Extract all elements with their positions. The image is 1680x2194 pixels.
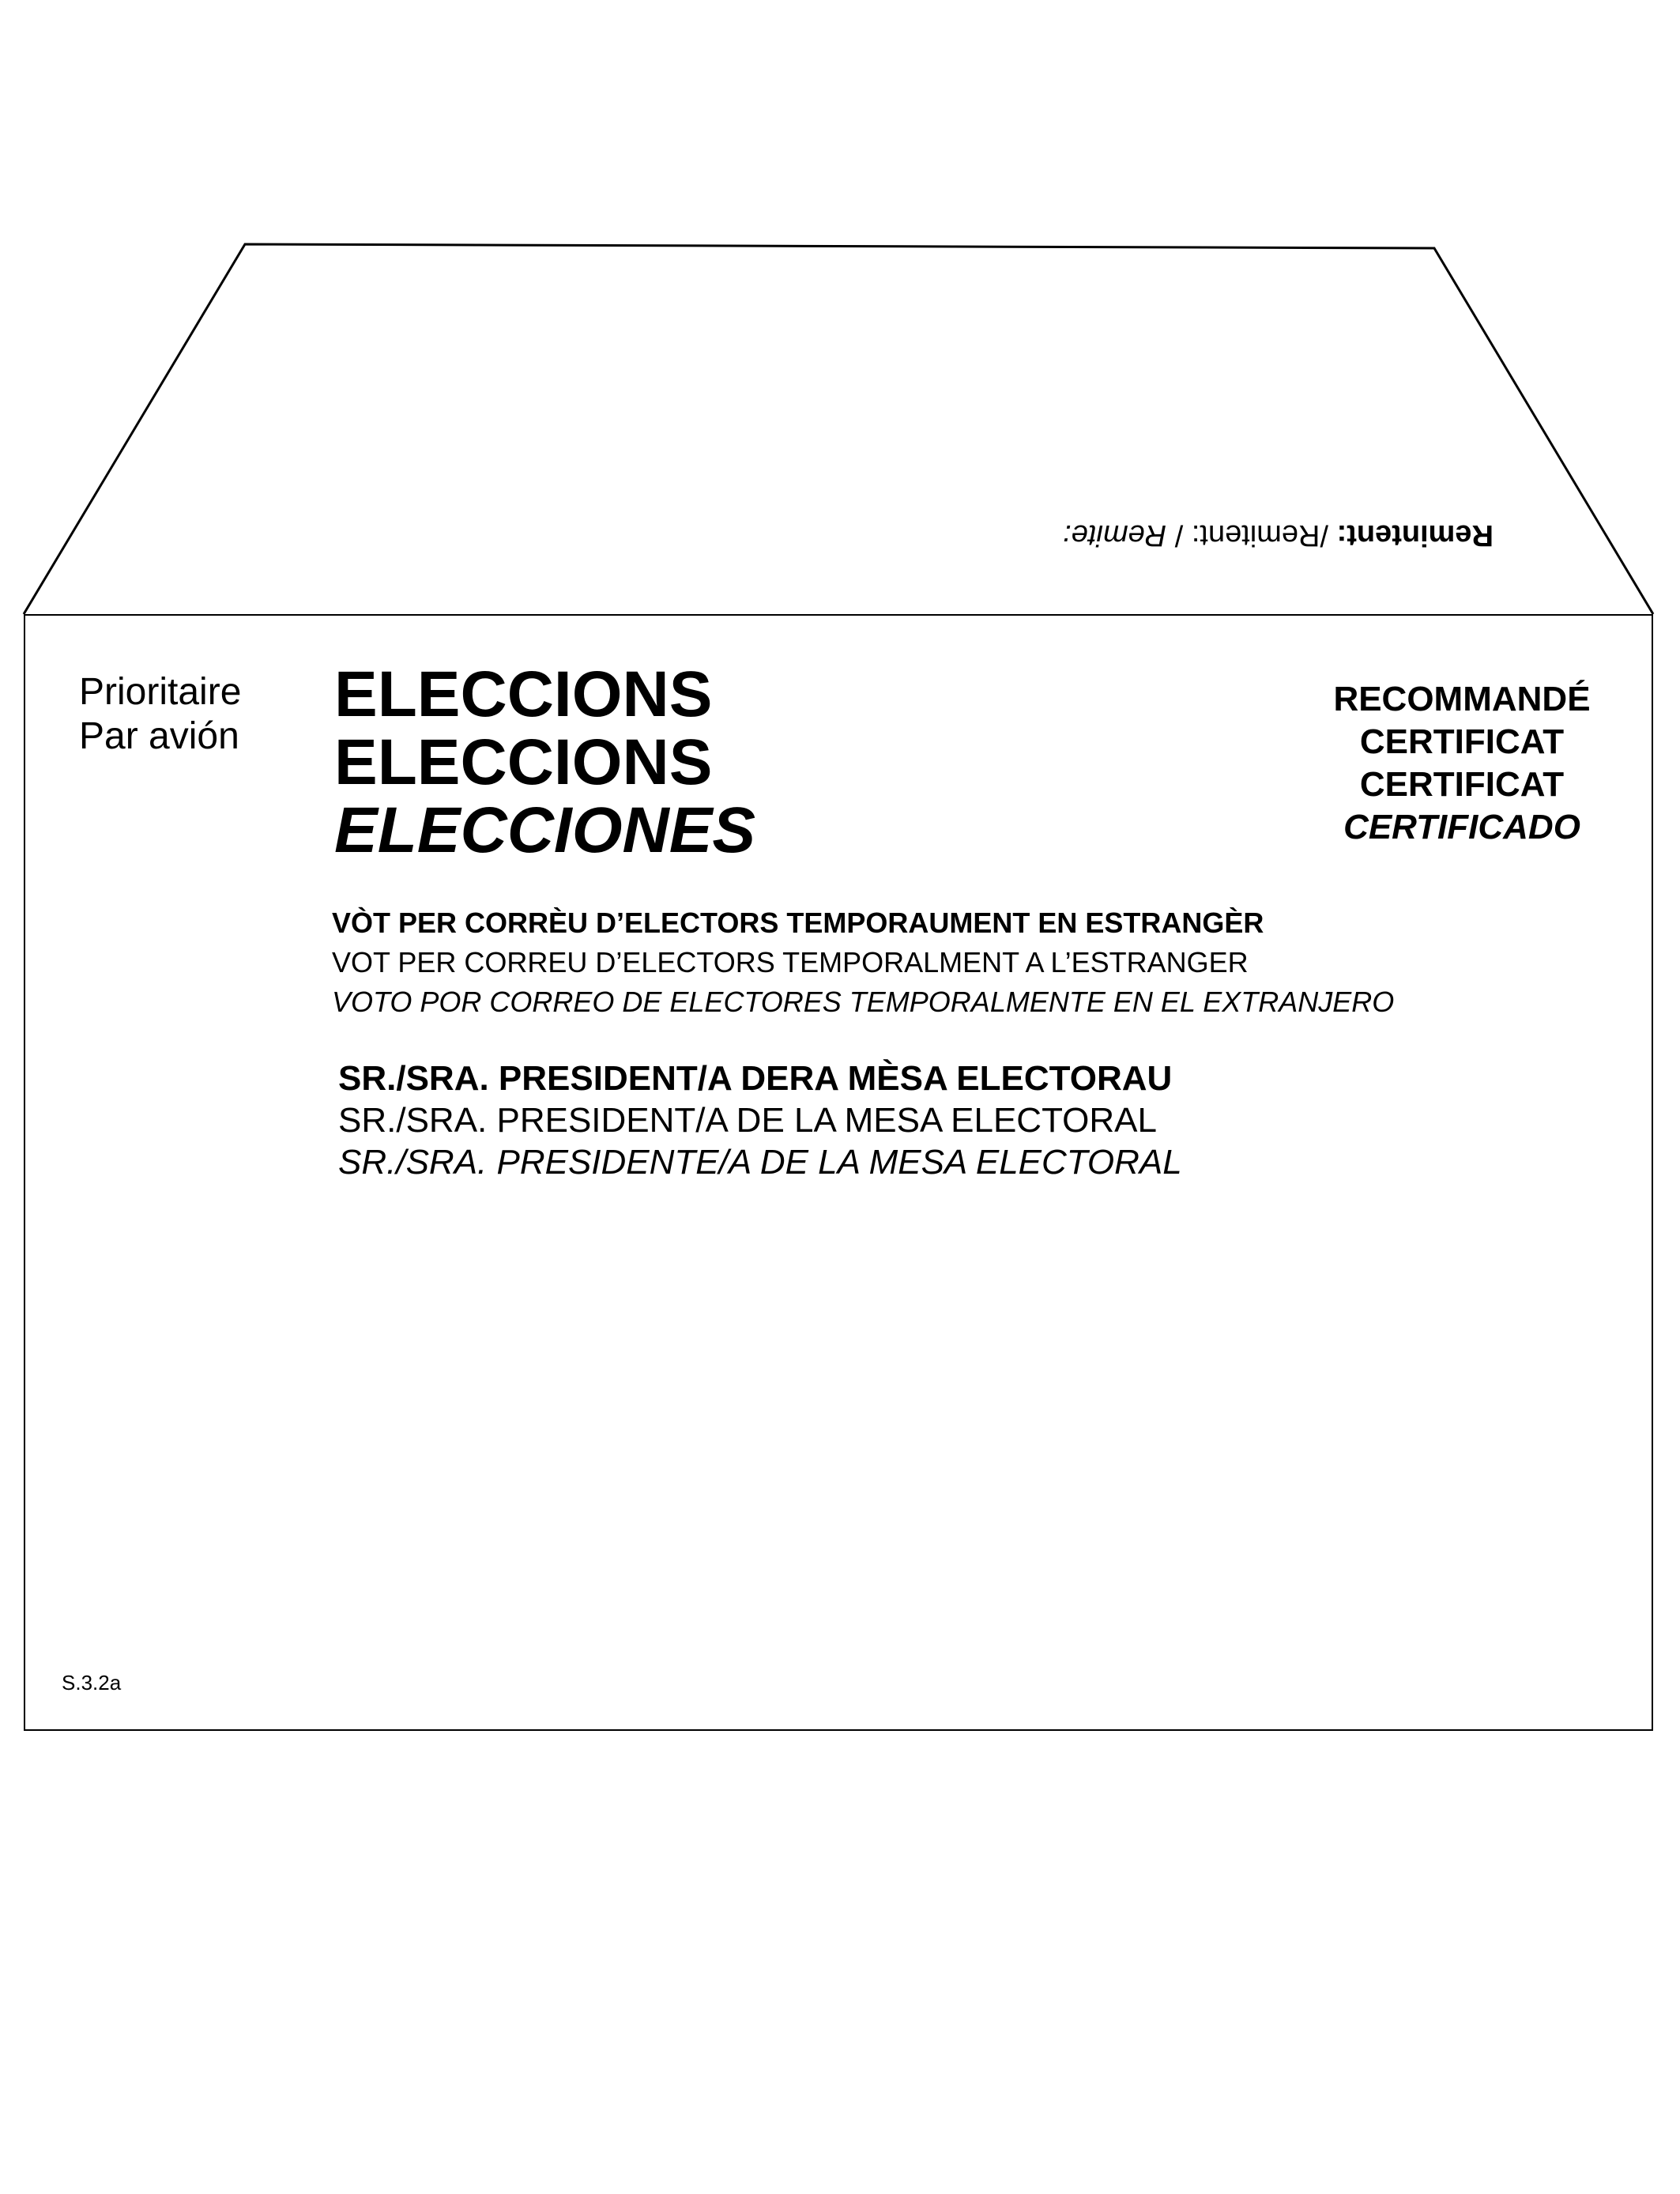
form-code: S.3.2a [62, 1671, 122, 1695]
recipient-catalan: SR./SRA. PRESIDENT/A DE LA MESA ELECTORAL [338, 1101, 1157, 1140]
recipient-spanish: SR./SRA. PRESIDENTE/A DE LA MESA ELECTORAL [338, 1143, 1182, 1182]
title-spanish: ELECCIONES [334, 794, 756, 866]
vote-spanish: VOTO POR CORREO DE ELECTORES TEMPORALMENTE EN EL EXTRANJERO [332, 986, 1395, 1018]
postal-vote-heading [332, 903, 1394, 1022]
registered-aranes: CERTIFICAT [1359, 722, 1565, 761]
sender-label-catalan: /Remitent: / [1166, 518, 1337, 552]
elections-title [334, 658, 756, 866]
registered-spanish: CERTIFICADO [1343, 808, 1580, 846]
service-type [79, 670, 241, 759]
sender-label [1019, 518, 1494, 552]
title-aranes: ELECCIONS [334, 658, 713, 730]
registered-catalan: CERTIFICAT [1359, 765, 1565, 804]
registered-mail-label [1312, 678, 1612, 849]
registered-french: RECOMMANDÉ [1333, 680, 1591, 718]
sender-label-aranes: Remintent: [1336, 518, 1494, 552]
recipient-aranes: SR./SRA. PRESIDENT/A DERA MÈSA ELECTORAU [338, 1059, 1173, 1098]
recipient-address [338, 1057, 1182, 1183]
sender-label-spanish: Remite: [1063, 518, 1167, 552]
service-priority: Prioritaire [79, 671, 242, 713]
vote-aranes: VÒT PER CORRÈU D’ELECTORS TEMPORAUMENT EN ESTRANGÈR [332, 907, 1264, 939]
title-catalan: ELECCIONS [334, 726, 713, 798]
service-airmail: Par avión [79, 715, 239, 757]
vote-catalan: VOT PER CORREU D’ELECTORS TEMPORALMENT A L’ESTRANGER [332, 946, 1249, 978]
